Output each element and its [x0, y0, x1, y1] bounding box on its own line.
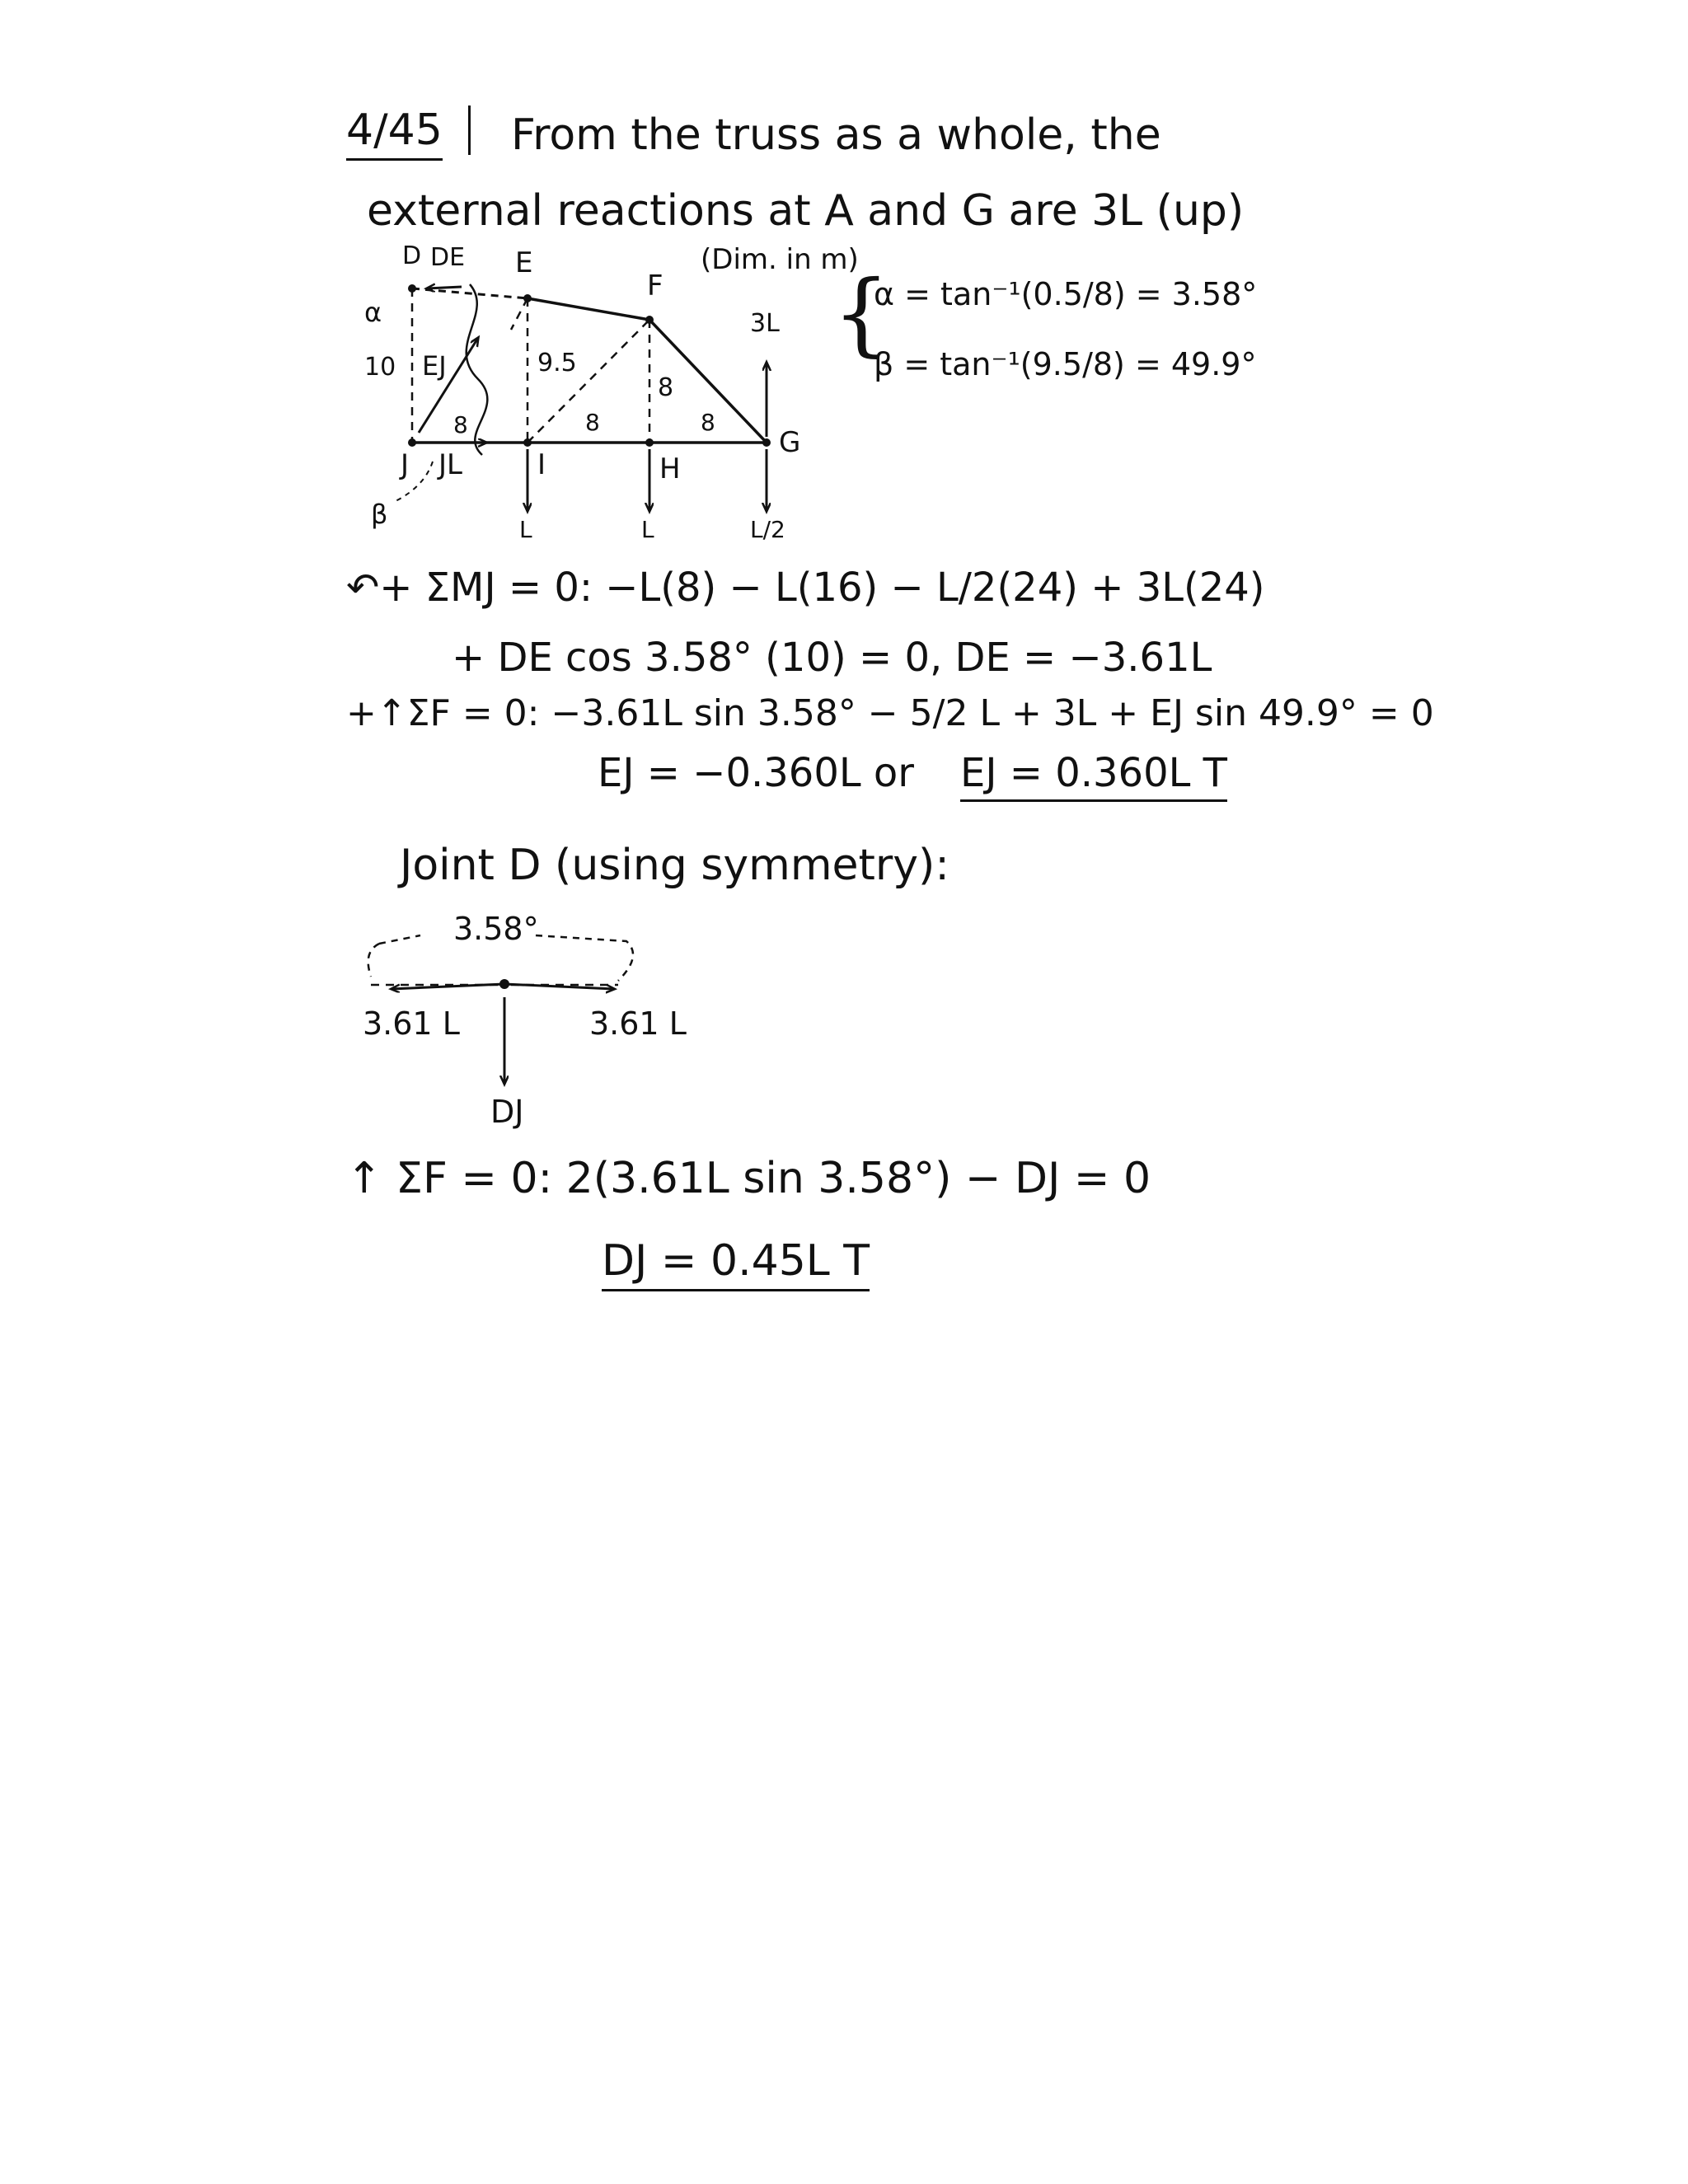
label-H: H	[659, 452, 681, 485]
dim-10: 10	[364, 353, 396, 382]
joint-d-down-force: DJ	[490, 1094, 524, 1130]
beta-equation: β = tan⁻¹(9.5/8) = 49.9°	[874, 346, 1257, 382]
joint-D-point	[499, 979, 509, 989]
label-G: G	[779, 426, 801, 459]
final-sum-equation: ↑ ΣF = 0: 2(3.61L sin 3.58°) − DJ = 0	[346, 1154, 1151, 1203]
ej-result-b: EJ = 0.360L T	[960, 750, 1227, 802]
joint-d-angle-label: 3.58°	[453, 911, 539, 947]
header-line-2: external reactions at A and G are 3L (up)	[367, 186, 1245, 236]
problem-number: 4/45	[346, 105, 443, 161]
joint-d-title: Joint D (using symmetry):	[400, 841, 950, 890]
section-cut	[467, 284, 488, 455]
alpha-equation: α = tan⁻¹(0.5/8) = 3.58°	[874, 276, 1258, 312]
joint-d-left-force: 3.61 L	[363, 1005, 460, 1042]
member-EF	[528, 298, 649, 320]
problem-number-bar	[468, 105, 471, 155]
label-load-G: L/2	[750, 516, 785, 543]
joint-I	[523, 438, 532, 447]
label-EJ: EJ	[422, 350, 447, 382]
label-J: J	[401, 448, 410, 481]
member-JE-diag	[511, 298, 528, 330]
label-load-I: L	[519, 516, 532, 543]
angle-brace: {	[832, 260, 890, 366]
joint-E	[523, 294, 532, 302]
force-equation: +↑ΣF = 0: −3.61L sin 3.58° − 5/2 L + 3L + EJ sin 49.9° = 0	[346, 692, 1434, 734]
label-DE: DE	[430, 243, 466, 272]
joint-J	[408, 438, 416, 447]
label-load-H: L	[641, 516, 654, 543]
moment-equation-line-2: + DE cos 3.58° (10) = 0, DE = −3.61L	[452, 635, 1212, 681]
joint-G	[762, 438, 771, 447]
dim-8-c: 8	[701, 409, 715, 436]
label-I: I	[537, 448, 546, 481]
label-JL: JL	[438, 448, 462, 481]
moment-equation-line-1: ↶+ ΣMJ = 0: −L(8) − L(16) − L/2(24) + 3L(24)	[346, 565, 1265, 611]
force-DE-arrow	[427, 287, 462, 288]
member-DE	[412, 288, 528, 298]
dim-8-a: 8	[453, 411, 468, 438]
dim-note: (Dim. in m)	[701, 243, 859, 276]
label-reaction-3L: 3L	[750, 309, 780, 338]
joint-D	[408, 284, 416, 293]
label-beta: β	[371, 499, 388, 530]
joint-d-diagram	[346, 907, 758, 1154]
joint-H	[645, 438, 654, 447]
label-F: F	[647, 269, 663, 302]
header-line-1: From the truss as a whole, the	[511, 110, 1161, 160]
joint-d-right-force: 3.61 L	[589, 1005, 687, 1042]
ej-result-a: EJ = −0.360L or	[598, 750, 914, 796]
final-dj-result: DJ = 0.45L T	[602, 1236, 870, 1291]
dim-8-b: 8	[585, 409, 600, 436]
dim-9-5: 9.5	[537, 349, 577, 377]
dim-8-vertical: 8	[658, 373, 674, 402]
label-alpha: α	[364, 297, 382, 328]
label-D: D	[402, 241, 422, 270]
label-E: E	[515, 246, 533, 279]
joint-F	[645, 316, 654, 324]
